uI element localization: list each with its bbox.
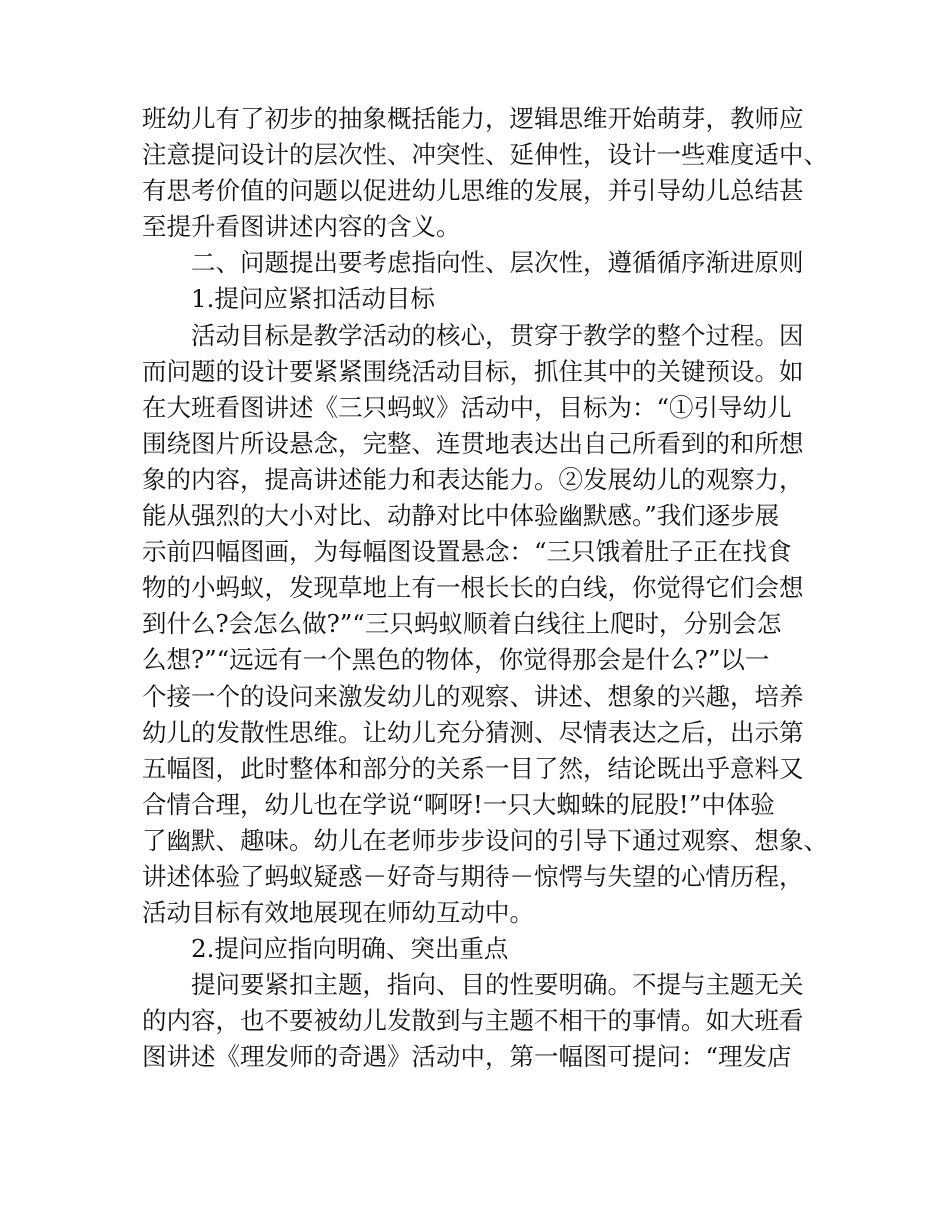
- text-line-4: 至提升看图讲述内容的含义。: [142, 212, 461, 242]
- text-line-2: 注意提问设计的层次性、冲突性、延伸性，设计一些难度适中、: [142, 140, 828, 170]
- text-line-25: 提问要紧扣主题，指向、目的性要明确。不提与主题无关: [191, 970, 804, 1000]
- text-line-27: 图讲述《理发师的奇遇》活动中，第一幅图可提问：“理发店: [142, 1042, 792, 1072]
- text-line-10: 围绕图片所设悬念，完整、连贯地表达出自己所看到的和所想: [142, 428, 804, 458]
- text-line-16: 么想?”“远远有一个黑色的物体，你觉得那会是什么?”以一: [142, 645, 770, 675]
- document-page: [142, 101, 828, 1076]
- text-line-12: 能从强烈的大小对比、动静对比中体验幽默感。”我们逐步展: [142, 501, 780, 531]
- text-line-7: 活动目标是教学活动的核心，贯穿于教学的整个过程。因: [191, 320, 804, 350]
- subsection-heading-1: 1.提问应紧扣活动目标: [191, 284, 435, 314]
- text-line-11: 象的内容，提高讲述能力和表达能力。②发展幼儿的观察力，: [142, 464, 804, 494]
- section-heading: 二、问题提出要考虑指向性、层次性，遵循循序渐进原则: [191, 248, 804, 278]
- text-line-3: 有思考价值的问题以促进幼儿思维的发展，并引导幼儿总结甚: [142, 176, 804, 206]
- text-line-13: 示前四幅图画，为每幅图设置悬念：“三只饿着肚子正在找食: [142, 537, 792, 567]
- text-line-14: 物的小蚂蚁，发现草地上有一根长长的白线，你觉得它们会想: [142, 573, 804, 603]
- text-line-20: 合情合理，幼儿也在学说“啊呀!一只大蜘蛛的屁股!”中体验: [142, 789, 775, 819]
- text-line-22: 讲述体验了蚂蚁疑惑－好奇与期待－惊愕与失望的心情历程，: [142, 861, 804, 891]
- text-line-8: 而问题的设计要紧紧围绕活动目标，抓住其中的关键预设。如: [142, 356, 804, 386]
- text-line-19: 五幅图，此时整体和部分的关系一目了然，结论既出乎意料又: [142, 753, 804, 783]
- text-line-18: 幼儿的发散性思维。让幼儿充分猜测、尽情表达之后，出示第: [142, 717, 804, 747]
- text-line-26: 的内容，也不要被幼儿发散到与主题不相干的事情。如大班看: [142, 1006, 804, 1036]
- text-line-1: 班幼儿有了初步的抽象概括能力，逻辑思维开始萌芽，教师应: [142, 104, 804, 133]
- subsection-heading-2: 2.提问应指向明确、突出重点: [191, 934, 509, 964]
- text-line-21: 了幽默、趣味。幼儿在老师步步设问的引导下通过观察、想象、: [142, 825, 828, 855]
- text-line-17: 个接一个的设问来激发幼儿的观察、讲述、想象的兴趣，培养: [142, 681, 804, 711]
- text-line-15: 到什么?会怎么做?”“三只蚂蚁顺着白线往上爬时，分别会怎: [142, 609, 782, 639]
- text-line-23: 活动目标有效地展现在师幼互动中。: [142, 898, 534, 928]
- text-line-9: 在大班看图讲述《三只蚂蚁》活动中，目标为：“①引导幼儿: [142, 392, 792, 422]
